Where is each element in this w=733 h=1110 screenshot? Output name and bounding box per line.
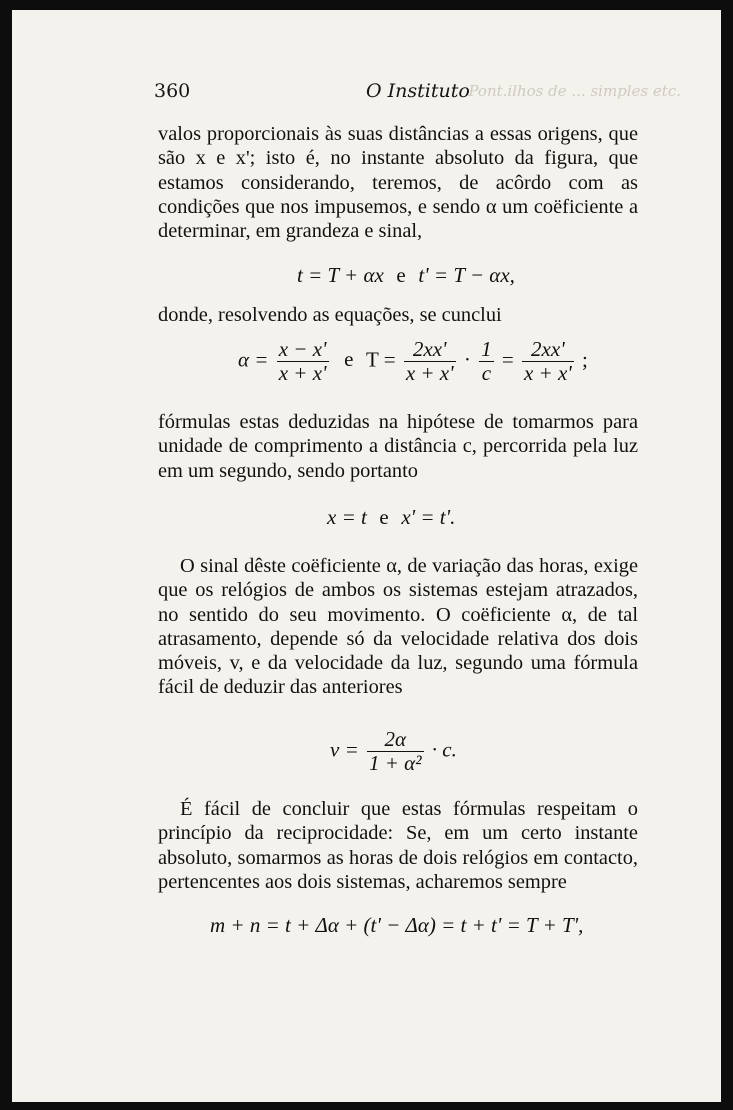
eq2-t-numerator: 2xx' — [404, 338, 456, 362]
equation-5: m + n = t + Δα + (t' − Δα) = t + t' = T + T', — [210, 913, 584, 937]
document-page — [12, 10, 721, 1102]
eq4-numerator: 2α — [367, 728, 424, 752]
eq2-alpha-fraction — [277, 338, 329, 385]
eq2-alpha-denominator: x + x' — [278, 361, 327, 386]
eq1-right: t' = T − αx, — [418, 263, 515, 287]
running-title: O Instituto — [366, 80, 470, 102]
eq2-t-fraction — [404, 338, 456, 385]
bleed-through-text: Pont.ilhos de ... simples etc. — [468, 82, 681, 100]
paragraph-1: valos proporcionais às suas distâncias a essas origens, que são x e x'; isto é, no instante absoluto da figura, que estamos considerando, teremos, de acôrdo com as condições que nos impusemos, e sendo α um coëficiente a determinar, em grandeza e sinal, — [158, 123, 638, 243]
paragraph-5: É fácil de concluir que estas fórmulas respeitam o princípio da reciprocidade: Se, em um certo instante absoluto, somarmos as horas de dois relógios em contacto, pertencentes aos dois sistemas, acharemos sempre — [158, 798, 638, 893]
eq2-result-numerator: 2xx' — [522, 338, 574, 362]
equation-2 — [238, 338, 588, 385]
eq4-lhs: v = — [330, 737, 359, 762]
eq4-denominator: 1 + α² — [369, 751, 422, 776]
eq3-left: x = t — [327, 505, 367, 529]
paragraph-2: donde, resolvendo as equações, se cunclui — [158, 304, 502, 326]
eq1-conj: e — [396, 263, 406, 287]
eq2-eqsign: = — [501, 347, 514, 372]
equation-1 — [297, 263, 515, 288]
paragraph-3: fórmulas estas deduzidas na hipótese de tomarmos para unidade de comprimento a distância c, percorrida pela luz em um segundo, sendo portanto — [158, 411, 638, 482]
eq2-dot: · — [463, 347, 471, 372]
eq2-T: T = — [366, 347, 396, 372]
equation-3 — [327, 505, 455, 530]
eq2-one-fraction — [479, 338, 494, 385]
paragraph-4: O sinal dêste coëficiente α, de variação das horas, exige que os relógios de ambos os sistemas estejam atrazados, no sentido do seu movimento. O coëficiente α, de tal atrasamento, depende só da velocidade relativa dos dois móveis, v, e da velocidade da luz, segundo uma fórmula fácil de deduzir das anteriores — [158, 555, 638, 699]
eq2-result-denominator: x + x' — [523, 361, 572, 386]
eq2-one-numerator: 1 — [481, 337, 492, 361]
eq1-left: t = T + αx — [297, 263, 384, 287]
eq3-conj: e — [379, 505, 389, 529]
eq2-end: ; — [582, 347, 588, 372]
eq2-alpha-numerator: x − x' — [278, 337, 327, 361]
eq3-right: x' = t'. — [401, 505, 456, 529]
eq2-t-denominator: x + x' — [405, 361, 454, 386]
page-number: 360 — [154, 80, 191, 102]
eq2-result-fraction — [522, 338, 574, 385]
eq4-tail: · c. — [431, 737, 457, 762]
page-header — [154, 80, 554, 110]
eq2-conj: e — [344, 347, 354, 372]
eq2-one-denominator: c — [481, 361, 492, 386]
equation-4 — [330, 728, 457, 775]
eq4-fraction — [367, 728, 424, 775]
eq2-alpha: α = — [238, 347, 269, 372]
